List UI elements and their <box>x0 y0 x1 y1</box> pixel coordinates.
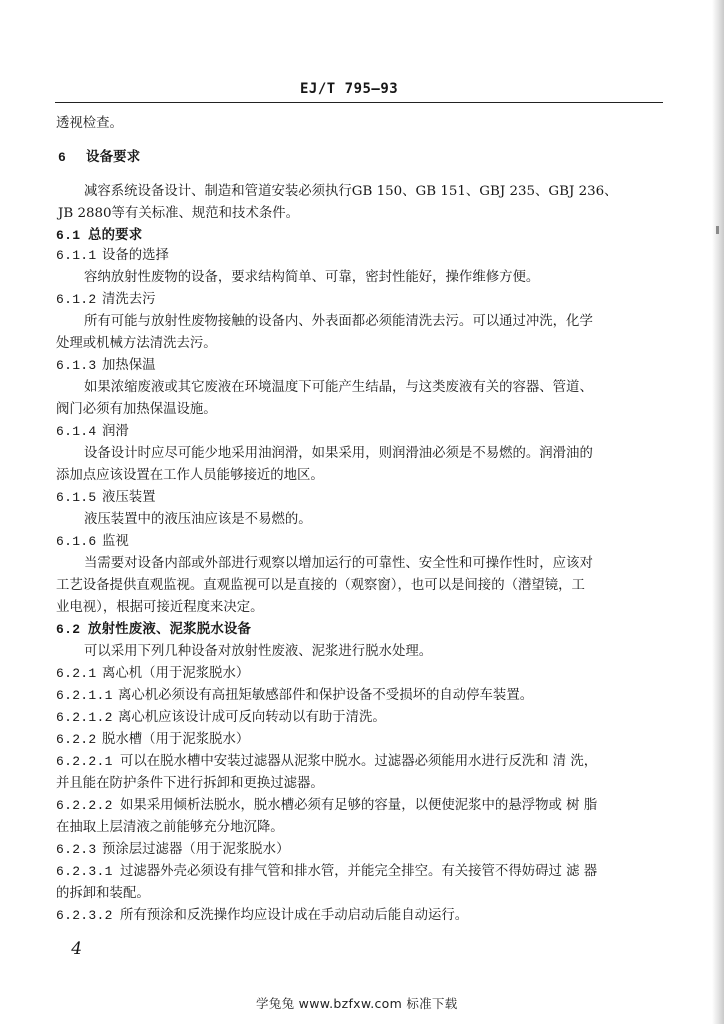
paragraph-text: 如果浓缩废液或其它废液在环境温度下可能产生结晶，与这类废液有关的容器、管道、 <box>84 380 593 395</box>
continuation-text <box>56 114 123 134</box>
paragraph-line <box>56 466 324 486</box>
clause-number: 6.1.4 <box>56 424 97 439</box>
paragraph-line <box>56 818 284 838</box>
paragraph-text: 工艺设备提供直观监视。直观监视可以是直接的（观察窗），也可以是间接的（潜望镜，工 <box>56 578 585 593</box>
paragraph-line <box>84 554 593 574</box>
clause-title: 清洗去污 <box>102 292 156 307</box>
section-6-1-heading <box>56 226 142 246</box>
paragraph-text: 并且能在防护条件下进行拆卸和更换过滤器。 <box>56 776 324 791</box>
clause-title: 监视 <box>102 534 129 549</box>
clause-number: 6.2.1.1 <box>56 688 113 703</box>
section-number: 6.2 <box>56 622 81 637</box>
clause-6-1-2-heading <box>56 290 156 310</box>
paragraph-line <box>84 312 593 332</box>
paragraph-text: 添加点应该设置在工作人员能够接近的地区。 <box>56 468 324 483</box>
clause-text: 可以在脱水槽中安装过滤器从泥浆中脱水。过滤器必须能用水进行反洗和 清 洗， <box>120 754 598 769</box>
scan-edge <box>712 0 724 1024</box>
paragraph-line <box>56 334 217 354</box>
clause-title: 润滑 <box>102 424 129 439</box>
clause-6-1-3-heading <box>56 356 156 376</box>
clause-number: 6.2.1.2 <box>56 710 113 725</box>
paragraph-text: 容纳放射性废物的设备，要求结构简单、可靠，密封性能好，操作维修方便。 <box>84 270 540 285</box>
clause-6-1-6-heading <box>56 532 129 552</box>
clause-number: 6.1.3 <box>56 358 97 373</box>
clause-title: 设备的选择 <box>102 248 169 263</box>
clause-number: 6.2.2.1 <box>56 754 113 769</box>
section-title: 放射性废液、泥浆脱水设备 <box>88 622 252 637</box>
clause-title: 液压装置 <box>102 490 156 505</box>
clause-text: 如果采用倾析法脱水，脱水槽必须有足够的容量，以便使泥浆中的悬浮物或 树 脂 <box>120 798 598 813</box>
paragraph-text: 阀门必须有加热保温设施。 <box>56 402 217 417</box>
paragraph-text: 减容系统设备设计、制造和管道安装必须执行GB 150、GB 151、GBJ 235、GBJ 236、 <box>84 184 618 199</box>
paragraph-text: 的拆卸和装配。 <box>56 886 150 901</box>
clause-number: 6.2.2.2 <box>56 798 113 813</box>
clause-title: 加热保温 <box>102 358 156 373</box>
clause-text: 离心机必须设有高扭矩敏感部件和保护设备不受损坏的自动停车装置。 <box>118 688 534 703</box>
clause-number: 6.2.1 <box>56 666 97 681</box>
paragraph-line <box>84 268 539 288</box>
paragraph-line <box>56 774 324 794</box>
paragraph-line <box>84 642 432 662</box>
clause-6-2-3-heading <box>56 840 289 860</box>
clause-title: 预涂层过滤器（用于泥浆脱水） <box>102 842 290 857</box>
paragraph-text: 当需要对设备内部或外部进行观察以增加运行的可靠性、安全性和可操作性时，应该对 <box>84 556 593 571</box>
paragraph-text: 所有可能与放射性废物接触的设备内、外表面都必须能清洗去污。可以通过冲洗，化学 <box>84 314 593 329</box>
paragraph-text: 可以采用下列几种设备对放射性废液、泥浆进行脱水处理。 <box>84 644 433 659</box>
paragraph-line <box>56 400 217 420</box>
section-6-heading <box>58 148 140 168</box>
paragraph-line <box>84 444 593 464</box>
clause-6-2-3-2 <box>56 906 468 926</box>
clause-6-2-1-1 <box>56 686 533 706</box>
clause-text: 过滤器外壳必须设有排气管和排水管，并能完全排空。有关接管不得妨碍过 滤 器 <box>120 864 598 879</box>
page-number: 4 <box>69 939 84 959</box>
paragraph-text: 液压装置中的液压油应该是不易燃的。 <box>84 512 312 527</box>
paragraph-line <box>58 204 299 224</box>
clause-number: 6.2.3.1 <box>56 864 113 879</box>
clause-6-2-2-heading <box>56 730 249 750</box>
clause-title: 离心机（用于泥浆脱水） <box>102 666 250 681</box>
clause-number: 6.2.2 <box>56 732 97 747</box>
watermark-text: 学兔兔 www.bzfxw.com 标准下载 <box>256 996 458 1011</box>
clause-title: 脱水槽（用于泥浆脱水） <box>102 732 250 747</box>
continuation: 透视检查。 <box>56 116 123 131</box>
section-title: 总的要求 <box>88 228 143 243</box>
paragraph-text: JB 2880等有关标准、规范和技术条件。 <box>58 206 300 221</box>
section-6-2-heading <box>56 620 251 640</box>
paragraph-line <box>56 884 150 904</box>
section-number: 6 <box>58 150 67 165</box>
clause-6-2-2-1 <box>56 752 597 772</box>
clause-6-2-2-2 <box>56 796 597 816</box>
paragraph-text: 业电视），根据可接近程度来决定。 <box>56 600 264 615</box>
paragraph-line <box>56 598 264 618</box>
section-number: 6.1 <box>56 228 81 243</box>
clause-6-2-3-1 <box>56 862 597 882</box>
clause-6-2-1-2 <box>56 708 386 728</box>
paragraph-line <box>56 576 585 596</box>
clause-number: 6.2.3.2 <box>56 908 113 923</box>
clause-number: 6.1.1 <box>56 248 97 263</box>
paragraph-text: 处理或机械方法清洗去污。 <box>56 336 217 351</box>
clause-text: 所有预涂和反洗操作均应设计成在手动启动后能自动运行。 <box>120 908 469 923</box>
standard-code: EJ/T 795—93 <box>300 81 399 97</box>
section-title: 设备要求 <box>86 150 141 165</box>
clause-text: 离心机应该设计成可反向转动以有助于清洗。 <box>118 710 386 725</box>
clause-number: 6.1.6 <box>56 534 97 549</box>
paragraph-text: 在抽取上层清液之前能够充分地沉降。 <box>56 820 284 835</box>
clause-6-1-5-heading <box>56 488 156 508</box>
header-rule <box>55 102 663 103</box>
paragraph-line <box>84 510 312 530</box>
paragraph-line <box>84 378 593 398</box>
clause-number: 6.2.3 <box>56 842 97 857</box>
paragraph-line <box>84 182 618 202</box>
clause-6-2-1-heading <box>56 664 249 684</box>
clause-6-1-4-heading <box>56 422 129 442</box>
clause-6-1-1-heading <box>56 246 169 266</box>
clause-number: 6.1.2 <box>56 292 97 307</box>
paragraph-text: 设备设计时应尽可能少地采用油润滑，如果采用，则润滑油必须是不易燃的。润滑油的 <box>84 446 593 461</box>
clause-number: 6.1.5 <box>56 490 97 505</box>
